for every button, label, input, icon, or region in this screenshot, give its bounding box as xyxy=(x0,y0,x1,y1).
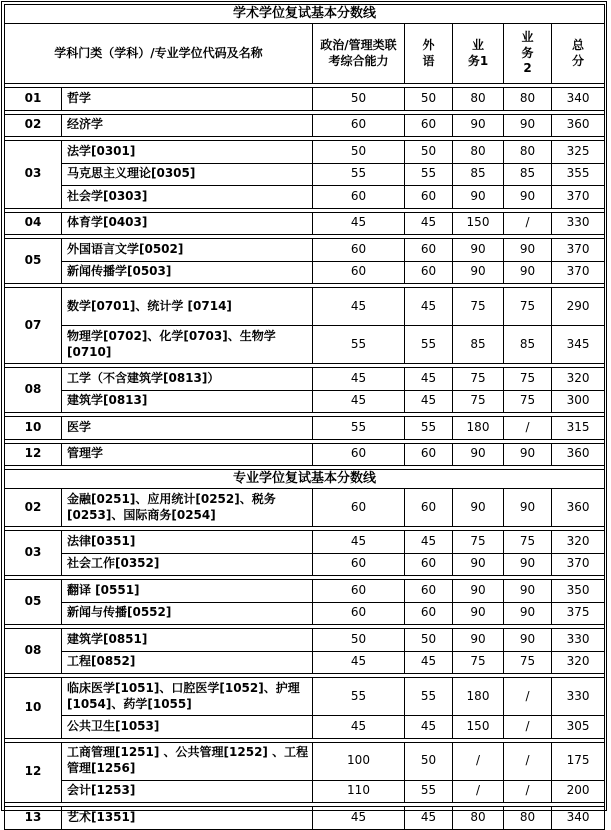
course2-score: 75 xyxy=(504,531,552,554)
subject-name: 物理学[0702]、化学[0703]、生物学[0710] xyxy=(62,326,313,364)
group-code: 08 xyxy=(5,629,62,674)
politics-score: 45 xyxy=(313,390,405,413)
subject-name: 体育学[0403] xyxy=(62,212,313,235)
foreign-score: 50 xyxy=(405,742,453,780)
subject-name: 金融[0251]、应用统计[0252]、税务[0253]、国际商务[0254] xyxy=(62,489,313,527)
foreign-score: 60 xyxy=(405,580,453,603)
table-row xyxy=(5,326,605,364)
total-score: 320 xyxy=(552,368,605,391)
table-row xyxy=(5,629,605,652)
politics-score: 45 xyxy=(313,651,405,674)
total-score: 360 xyxy=(552,489,605,527)
course1-score: 90 xyxy=(453,443,504,466)
table-row xyxy=(5,489,605,527)
group-code: 02 xyxy=(5,114,62,137)
subject-name: 社会学[0303] xyxy=(62,186,313,209)
table-row xyxy=(5,186,605,209)
course2-score: 90 xyxy=(504,629,552,652)
group-code: 07 xyxy=(5,288,62,364)
foreign-score: 60 xyxy=(405,114,453,137)
course1-score: 90 xyxy=(453,553,504,576)
subject-name: 工学（不含建筑学[0813]） xyxy=(62,368,313,391)
course1-score: 85 xyxy=(453,326,504,364)
course2-score: 85 xyxy=(504,163,552,186)
total-score: 350 xyxy=(552,580,605,603)
course2-score: 90 xyxy=(504,114,552,137)
header-row xyxy=(5,24,605,84)
course2-score: 90 xyxy=(504,602,552,625)
total-score: 370 xyxy=(552,239,605,262)
course1-score: 90 xyxy=(453,261,504,284)
politics-score: 55 xyxy=(313,163,405,186)
course1-score: 90 xyxy=(453,239,504,262)
politics-score: 110 xyxy=(313,780,405,803)
course1-score: 90 xyxy=(453,580,504,603)
table-row xyxy=(5,163,605,186)
course1-score: / xyxy=(453,780,504,803)
subject-name: 医学 xyxy=(62,417,313,440)
course1-score: 80 xyxy=(453,807,504,830)
politics-score: 45 xyxy=(313,288,405,326)
course2-score: 75 xyxy=(504,390,552,413)
table-row xyxy=(5,742,605,780)
politics-score: 60 xyxy=(313,553,405,576)
foreign-score: 60 xyxy=(405,553,453,576)
course2-score: 90 xyxy=(504,261,552,284)
total-score: 290 xyxy=(552,288,605,326)
table-row xyxy=(5,288,605,326)
course2-score: 80 xyxy=(504,807,552,830)
politics-score: 100 xyxy=(313,742,405,780)
foreign-score: 50 xyxy=(405,88,453,111)
total-score: 340 xyxy=(552,88,605,111)
foreign-score: 45 xyxy=(405,807,453,830)
course2-score: 80 xyxy=(504,88,552,111)
course2-score: 90 xyxy=(504,489,552,527)
subject-name: 马克思主义理论[0305] xyxy=(62,163,313,186)
foreign-score: 55 xyxy=(405,326,453,364)
subject-name: 外国语言文学[0502] xyxy=(62,239,313,262)
subject-name: 翻译 [0551] xyxy=(62,580,313,603)
group-code: 10 xyxy=(5,417,62,440)
table-row xyxy=(5,602,605,625)
header-foreign: 外语 xyxy=(405,24,453,84)
total-score: 370 xyxy=(552,261,605,284)
politics-score: 60 xyxy=(313,580,405,603)
header-subject: 学科门类（学科）/专业学位代码及名称 xyxy=(5,24,313,84)
total-score: 345 xyxy=(552,326,605,364)
foreign-score: 55 xyxy=(405,417,453,440)
course1-score: 90 xyxy=(453,114,504,137)
course1-score: 90 xyxy=(453,629,504,652)
group-code: 12 xyxy=(5,742,62,803)
group-code: 08 xyxy=(5,368,62,413)
table-row xyxy=(5,239,605,262)
table-row xyxy=(5,390,605,413)
total-score: 340 xyxy=(552,807,605,830)
foreign-score: 60 xyxy=(405,239,453,262)
table-row xyxy=(5,780,605,803)
politics-score: 60 xyxy=(313,489,405,527)
foreign-score: 60 xyxy=(405,261,453,284)
total-score: 315 xyxy=(552,417,605,440)
course2-score: 90 xyxy=(504,553,552,576)
total-score: 330 xyxy=(552,212,605,235)
politics-score: 45 xyxy=(313,807,405,830)
foreign-score: 55 xyxy=(405,678,453,716)
foreign-score: 45 xyxy=(405,368,453,391)
politics-score: 60 xyxy=(313,114,405,137)
professional-title: 专业学位复试基本分数线 xyxy=(5,470,605,489)
politics-score: 55 xyxy=(313,417,405,440)
header-course2: 业务2 xyxy=(504,24,552,84)
course2-score: 90 xyxy=(504,186,552,209)
politics-score: 60 xyxy=(313,602,405,625)
course1-score: / xyxy=(453,742,504,780)
foreign-score: 45 xyxy=(405,390,453,413)
header-course1: 业务1 xyxy=(453,24,504,84)
politics-score: 45 xyxy=(313,368,405,391)
total-score: 330 xyxy=(552,678,605,716)
table-row xyxy=(5,114,605,137)
foreign-score: 55 xyxy=(405,163,453,186)
table-row xyxy=(5,553,605,576)
politics-score: 60 xyxy=(313,443,405,466)
group-code: 03 xyxy=(5,531,62,576)
subject-name: 新闻与传播[0552] xyxy=(62,602,313,625)
total-score: 330 xyxy=(552,629,605,652)
subject-name: 公共卫生[1053] xyxy=(62,716,313,739)
politics-score: 55 xyxy=(313,678,405,716)
subject-name: 艺术[1351] xyxy=(62,807,313,830)
total-score: 200 xyxy=(552,780,605,803)
header-total: 总分 xyxy=(552,24,605,84)
course2-score: / xyxy=(504,417,552,440)
foreign-score: 55 xyxy=(405,780,453,803)
total-score: 370 xyxy=(552,186,605,209)
course2-score: 90 xyxy=(504,239,552,262)
course1-score: 90 xyxy=(453,489,504,527)
politics-score: 50 xyxy=(313,141,405,164)
table-row xyxy=(5,716,605,739)
foreign-score: 60 xyxy=(405,443,453,466)
course1-score: 90 xyxy=(453,602,504,625)
foreign-score: 45 xyxy=(405,288,453,326)
course1-score: 180 xyxy=(453,678,504,716)
subject-name: 会计[1253] xyxy=(62,780,313,803)
subject-name: 法律[0351] xyxy=(62,531,313,554)
subject-name: 建筑学[0813] xyxy=(62,390,313,413)
subject-name: 哲学 xyxy=(62,88,313,111)
total-score: 320 xyxy=(552,531,605,554)
course1-score: 90 xyxy=(453,186,504,209)
subject-name: 新闻传播学[0503] xyxy=(62,261,313,284)
group-code: 10 xyxy=(5,678,62,739)
subject-name: 管理学 xyxy=(62,443,313,466)
academic-title: 学术学位复试基本分数线 xyxy=(5,5,605,24)
table-row xyxy=(5,368,605,391)
table-row xyxy=(5,678,605,716)
total-score: 305 xyxy=(552,716,605,739)
politics-score: 60 xyxy=(313,239,405,262)
politics-score: 55 xyxy=(313,326,405,364)
course1-score: 85 xyxy=(453,163,504,186)
foreign-score: 60 xyxy=(405,602,453,625)
politics-score: 45 xyxy=(313,531,405,554)
course2-score: 75 xyxy=(504,368,552,391)
academic-title-row xyxy=(5,5,605,24)
politics-score: 45 xyxy=(313,716,405,739)
group-code: 04 xyxy=(5,212,62,235)
politics-score: 45 xyxy=(313,212,405,235)
course1-score: 75 xyxy=(453,651,504,674)
total-score: 360 xyxy=(552,443,605,466)
course2-score: 75 xyxy=(504,651,552,674)
politics-score: 50 xyxy=(313,88,405,111)
table-row xyxy=(5,443,605,466)
total-score: 370 xyxy=(552,553,605,576)
course1-score: 75 xyxy=(453,368,504,391)
total-score: 175 xyxy=(552,742,605,780)
group-code: 03 xyxy=(5,141,62,209)
course2-score: 80 xyxy=(504,141,552,164)
total-score: 375 xyxy=(552,602,605,625)
subject-name: 经济学 xyxy=(62,114,313,137)
table-row xyxy=(5,261,605,284)
foreign-score: 45 xyxy=(405,212,453,235)
total-score: 360 xyxy=(552,114,605,137)
table-row xyxy=(5,141,605,164)
course2-score: / xyxy=(504,678,552,716)
professional-title-row xyxy=(5,470,605,489)
course2-score: / xyxy=(504,212,552,235)
foreign-score: 45 xyxy=(405,531,453,554)
course1-score: 150 xyxy=(453,212,504,235)
group-code: 05 xyxy=(5,580,62,625)
table-row xyxy=(5,651,605,674)
subject-name: 建筑学[0851] xyxy=(62,629,313,652)
subject-name: 工商管理[1251] 、公共管理[1252] 、工程管理[1256] xyxy=(62,742,313,780)
politics-score: 60 xyxy=(313,186,405,209)
course1-score: 75 xyxy=(453,288,504,326)
course2-score: 90 xyxy=(504,443,552,466)
group-code: 13 xyxy=(5,807,62,830)
course2-score: / xyxy=(504,742,552,780)
subject-name: 社会工作[0352] xyxy=(62,553,313,576)
table-row xyxy=(5,807,605,830)
table-row xyxy=(5,212,605,235)
subject-name: 工程[0852] xyxy=(62,651,313,674)
course1-score: 75 xyxy=(453,390,504,413)
table-row xyxy=(5,580,605,603)
group-code: 02 xyxy=(5,489,62,527)
course2-score: / xyxy=(504,716,552,739)
course1-score: 150 xyxy=(453,716,504,739)
course2-score: / xyxy=(504,780,552,803)
foreign-score: 60 xyxy=(405,489,453,527)
table-row xyxy=(5,531,605,554)
total-score: 355 xyxy=(552,163,605,186)
subject-name: 法学[0301] xyxy=(62,141,313,164)
total-score: 320 xyxy=(552,651,605,674)
course1-score: 80 xyxy=(453,88,504,111)
total-score: 300 xyxy=(552,390,605,413)
subject-name: 临床医学[1051]、口腔医学[1052]、护理[1054]、药学[1055] xyxy=(62,678,313,716)
foreign-score: 60 xyxy=(405,186,453,209)
group-code: 05 xyxy=(5,239,62,284)
foreign-score: 45 xyxy=(405,651,453,674)
group-code: 12 xyxy=(5,443,62,466)
foreign-score: 50 xyxy=(405,141,453,164)
politics-score: 60 xyxy=(313,261,405,284)
course2-score: 90 xyxy=(504,580,552,603)
subject-name: 数学[0701]、统计学 [0714] xyxy=(62,288,313,326)
header-politics: 政治/管理类联考综合能力 xyxy=(313,24,405,84)
politics-score: 50 xyxy=(313,629,405,652)
table-row xyxy=(5,88,605,111)
course2-score: 85 xyxy=(504,326,552,364)
course1-score: 75 xyxy=(453,531,504,554)
foreign-score: 50 xyxy=(405,629,453,652)
course2-score: 75 xyxy=(504,288,552,326)
score-table xyxy=(4,4,605,830)
table-row xyxy=(5,417,605,440)
course1-score: 180 xyxy=(453,417,504,440)
foreign-score: 45 xyxy=(405,716,453,739)
total-score: 325 xyxy=(552,141,605,164)
group-code: 01 xyxy=(5,88,62,111)
course1-score: 80 xyxy=(453,141,504,164)
